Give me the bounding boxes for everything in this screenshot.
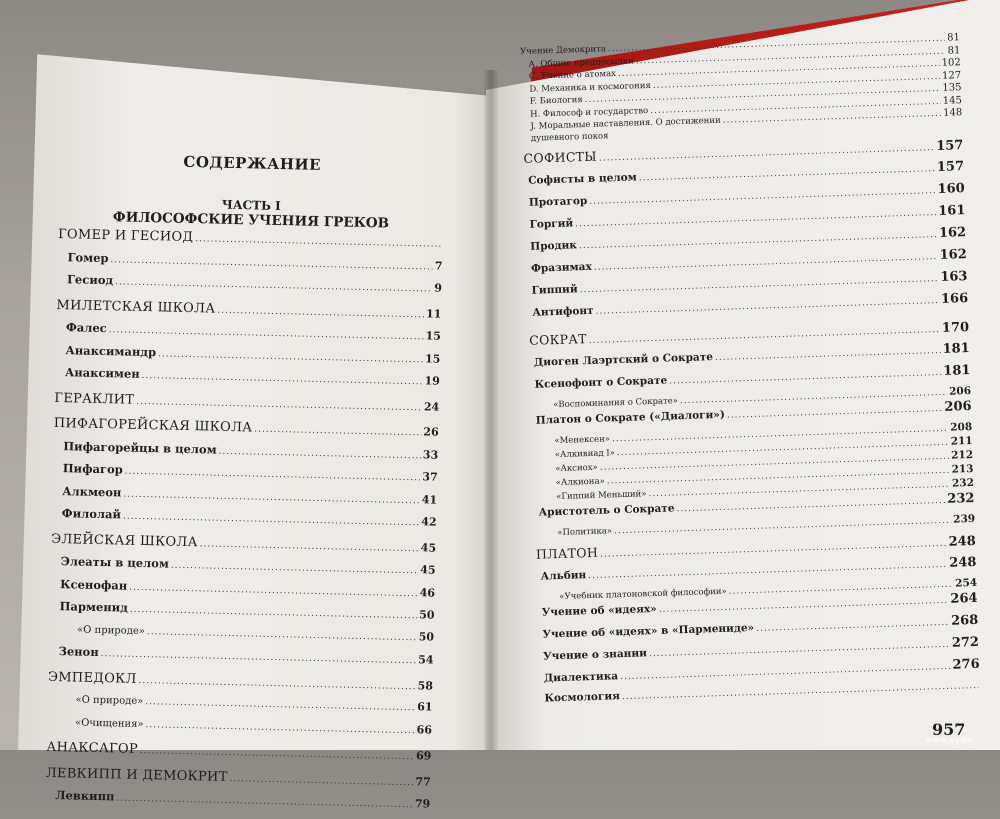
toc-leader-dots [145,697,415,713]
toc-entry-page: 145 [942,94,963,107]
toc-entry-page: 81 [947,44,961,57]
toc-entry-title: Пифагор [62,461,123,477]
toc-entry-page: 19 [424,374,441,388]
toc-entry-title: Элеаты в целом [60,554,170,571]
toc-entry-continuation: душевного покоя [530,130,609,144]
toc-entry-page: 157 [935,137,964,154]
toc-leader-dots [171,561,419,577]
toc-entry-title: «Менексен» [554,433,611,446]
toc-entry-title: «Политика» [557,525,613,538]
part-title: ФИЛОСОФСКИЕ УЧЕНИЯ ГРЕКОВ [112,209,390,232]
toc-leader-dots [101,649,417,666]
toc-entry-title: АНАКСАГОР [46,739,139,757]
toc-entry-page: 50 [419,608,435,622]
toc-entry-page: 54 [418,653,434,667]
toc-entry-title: ЭМПЕДОКЛ [47,669,137,687]
toc-entry-title: ПИФАГОРЕЙСКАЯ ШКОЛА [53,415,253,436]
toc-entry-title: С. Учение о атомах [528,69,617,82]
part-label: ЧАСТЬ I [221,197,281,214]
toc-entry-title: Антифонт [532,304,594,319]
toc-entry-page: 135 [942,82,962,94]
toc-entry-page: 50 [418,629,435,644]
toc-heading: СОДЕРЖАНИЕ [183,152,322,174]
toc-leader-dots [110,255,433,272]
toc-entry-title: Софисты в целом [528,170,637,187]
toc-entry-page: 127 [941,69,962,82]
toc-entry-page: 41 [421,492,438,507]
toc-leader-dots [140,746,414,762]
toc-entry-title: «Алкивиад I» [554,447,616,460]
toc-entry-page: 157 [936,158,965,175]
toc-entry-title: Парменид [59,599,129,615]
toc-leader-dots [639,164,935,183]
toc-leader-dots [115,277,432,294]
toc-entry-title: Анаксимен [64,365,140,381]
toc-entry-page: 77 [415,774,431,789]
toc-entry-page: 206 [948,384,972,398]
toc-entry-title: H. Философ и государство [529,105,649,120]
toc-leader-dots [125,467,421,484]
toc-right-intro [520,32,963,133]
toc-entry-page: 213 [951,462,974,476]
toc-entry-title: Ксенофонт о Сократе [534,374,668,391]
toc-entry-title: «Гиппий Меньший» [556,488,647,502]
toc-entry-page: 69 [415,749,432,763]
toc-leader-dots [147,627,417,643]
toc-leader-dots [229,774,413,788]
toc-entry-title: СОКРАТ [528,330,587,348]
toc-leader-dots [136,396,422,412]
toc-left-column [45,150,445,819]
toc-leader-dots [200,539,419,554]
toc-entry-page: 79 [414,797,431,811]
toc-entry-page: 58 [417,678,434,693]
toc-entry-page: 162 [939,246,967,263]
toc-entry-page: 208 [950,420,973,434]
toc-entry-page: 148 [943,107,963,119]
toc-entry-title: Гомер [67,249,109,265]
toc-entry-title: ЭЛЕЙСКАЯ ШКОЛА [51,531,198,550]
toc-entry-title: Учение о знании [542,646,648,663]
toc-entry-title: ГЕРАКЛИТ [54,390,135,408]
toc-entry-page: 232 [947,490,975,507]
toc-entry-title: «Учебник платоновской философии» [559,586,727,602]
toc-entry-title: Платон о Сократе («Диалоги») [535,408,726,427]
toc-entry-page: 45 [420,540,437,555]
toc-entry-title: Гесиод [66,272,114,288]
toc-entry-page: 181 [943,362,971,379]
toc-entry-page: 7 [434,259,443,273]
toc-entry-title: «О природе» [77,624,146,637]
toc-entry-title: Пифагорейцы в целом [63,438,217,457]
toc-entry-page: 45 [420,563,436,577]
toc-entry-page: 206 [944,398,972,415]
toc-entry-page: 15 [425,329,442,343]
toc-right-column [520,32,981,714]
toc-leader-dots [659,595,949,614]
toc-entry-title: Фалес [65,320,107,336]
toc-entry-page: 81 [947,32,961,44]
toc-entry-title: Учение об «идеях» в «Пармениде» [542,621,755,641]
toc-entry-page: 42 [421,515,437,529]
toc-leader-dots [158,349,423,365]
toc-entry-title: ПЛАТОН [535,544,599,562]
toc-entry-page: 61 [417,700,433,714]
toc-leader-dots [123,512,420,529]
toc-entry-page: 276 [952,656,980,673]
toc-entry-title: Космология [544,689,621,705]
toc-leader-dots [727,403,943,420]
toc-entry-page: 264 [950,590,978,607]
watermark: www.ay.by [925,736,973,746]
toc-leader-dots [123,489,420,506]
toc-entry-title: Альбин [540,568,587,583]
toc-entry-page: 102 [941,57,961,69]
toc-entry-page: 239 [952,512,976,526]
toc-entry-title: F. Биология [529,95,583,107]
toc-entry-title: «О природе» [75,694,144,708]
toc-entry-page: 66 [416,722,433,737]
toc-leader-dots [756,617,949,633]
toc-entry-title: СОФИСТЫ [523,148,598,166]
toc-leader-dots [109,325,424,342]
toc-entry-page: 160 [937,180,965,197]
toc-entry-page: 272 [951,634,980,651]
toc-entry-page: 248 [949,554,977,571]
toc-entry-title: Гиппий [531,282,578,297]
toc-entry-title: Анаксимандр [65,342,157,359]
toc-entry-title: Фразимах [530,260,592,275]
toc-entry-page: 170 [941,319,970,336]
toc-leader-dots [116,793,413,810]
toc-entry-page: 248 [948,533,977,550]
toc-leader-dots [599,143,935,164]
toc-entry-title: ЛЕВКИПП И ДЕМОКРИТ [45,765,228,785]
toc-entry-page: 181 [942,340,970,357]
toc-leader-dots [130,605,418,622]
toc-entry-title: Аристотель о Сократе [538,501,675,519]
toc-leader-dots [142,371,423,387]
toc-entry-title: МИЛЕТСКАЯ ШКОЛА [56,297,216,317]
toc-leader-dots [676,495,945,513]
toc-leader-dots [129,582,418,599]
toc-entry-page: 163 [940,268,968,285]
toc-leader-dots [217,305,424,320]
toc-entry-title: Протагор [528,194,588,209]
toc-entry-page: 268 [950,612,979,629]
toc-entry-page: 162 [938,224,967,241]
toc-entry-page: 26 [423,425,439,439]
toc-leader-dots [219,446,421,461]
toc-entry-title: Зенон [58,644,99,660]
toc-entry-page: 9 [434,281,443,295]
toc-entry-title: J. Моральные наставления. О достижении [530,115,721,132]
toc-entry-title: Диалектика [543,669,619,685]
toc-left-entries [45,227,443,819]
toc-entry-title: «Аксиох» [555,462,598,474]
toc-leader-dots [254,424,421,438]
toc-entry-page: 24 [423,399,440,414]
toc-entry-page: 212 [950,448,974,462]
toc-entry-title: Учение Демокрита [520,44,607,57]
toc-entry-page: 11 [425,306,442,321]
book-gutter [484,70,498,750]
toc-entry-title: «Алкиона» [555,476,605,488]
toc-entry-page: 46 [419,585,436,600]
toc-entry-title: А. Общие предпосылки [528,55,634,70]
toc-entry-title: Диоген Лаэртский о Сократе [533,350,714,369]
toc-leader-dots [145,720,414,736]
toc-entry-title: Продик [530,238,578,253]
toc-entry-page: 15 [424,351,441,366]
toc-right-entries [523,137,980,715]
toc-leader-dots [715,345,941,362]
toc-entry-title: Учение об «идеях» [541,602,657,619]
toc-entry-title: «Воспоминания о Сократе» [553,395,679,410]
toc-entry-title: ГОМЕР И ГЕСИОД [57,226,194,246]
toc-entry-title: «Очищения» [74,716,144,730]
toc-leader-dots [195,234,441,250]
page-number: 957 [932,720,966,739]
toc-entry-title: Горгий [529,216,574,231]
toc-entry-page: 254 [954,576,978,590]
toc-entry-title: Ксенофан [60,576,128,593]
toc-entry-page: 232 [951,476,975,490]
toc-leader-dots [138,675,415,691]
toc-entry-title: Филолай [61,506,122,522]
toc-entry-page: 33 [422,447,439,462]
toc-entry-title: Левкипп [55,788,115,804]
toc-entry-page: 161 [938,202,966,219]
toc-entry-page: 166 [940,290,969,307]
toc-entry-page: 211 [950,434,973,448]
toc-entry-page: 37 [422,470,438,484]
toc-leader-dots [669,367,941,386]
toc-entry-title: Алкмеон [62,483,122,499]
toc-entry-title: D. Механика и космогония [529,80,651,95]
